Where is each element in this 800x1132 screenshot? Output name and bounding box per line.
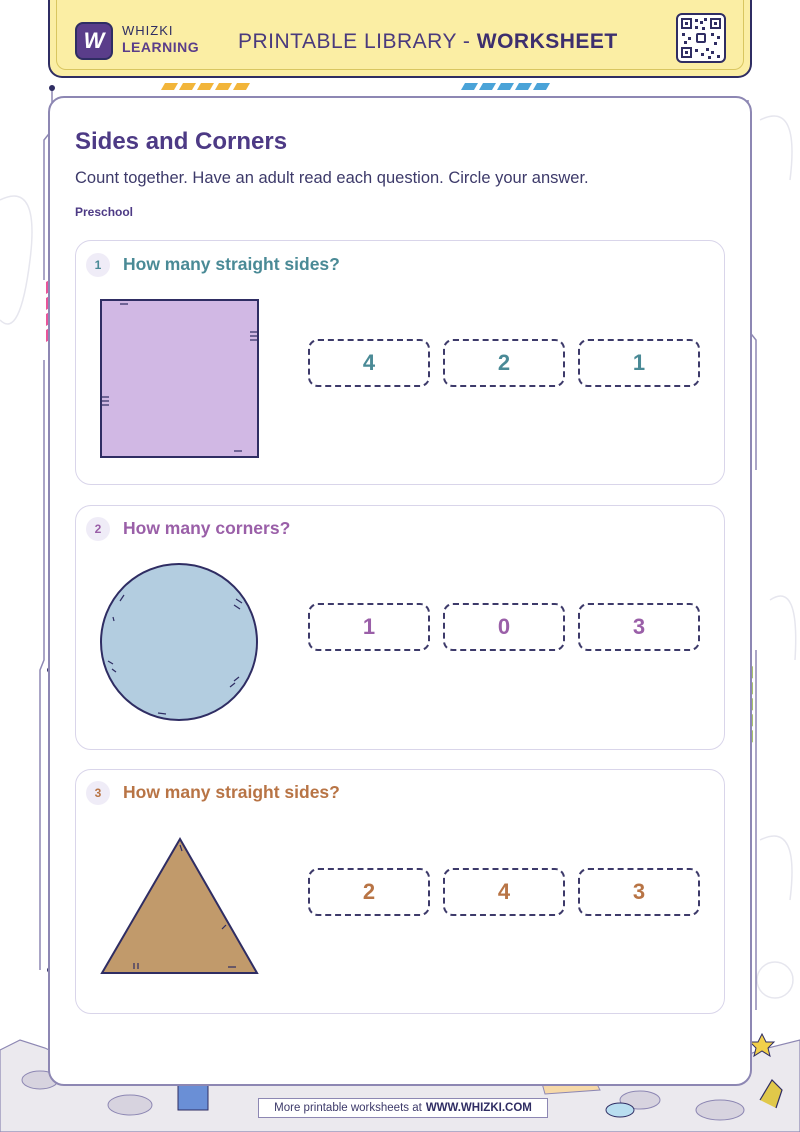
worksheet-instructions: Count together. Have an adult read each question. Circle your answer. <box>75 169 589 187</box>
answer-option-3a[interactable]: 2 <box>308 868 430 916</box>
footer-text: More printable worksheets at <box>274 1102 422 1114</box>
header-title <box>238 30 618 54</box>
worksheet-title: Sides and Corners <box>75 128 288 155</box>
grade-level-label: Preschool <box>75 205 134 219</box>
whizki-logo-icon <box>75 22 113 60</box>
circle-shape <box>98 561 262 725</box>
answer-option-2a[interactable]: 1 <box>308 603 430 651</box>
question-number-1: 1 <box>86 253 110 277</box>
qr-code-icon <box>676 13 726 63</box>
brand-name <box>122 24 199 55</box>
header-kind-label: WORKSHEET <box>476 30 618 53</box>
answer-option-2b[interactable]: 0 <box>443 603 565 651</box>
answer-option-1a[interactable]: 4 <box>308 339 430 387</box>
answer-option-3c[interactable]: 3 <box>578 868 700 916</box>
question-number-2: 2 <box>86 517 110 541</box>
logo-letter: W <box>83 28 105 53</box>
question-text-1: How many straight sides? <box>123 254 340 274</box>
answer-option-3b[interactable]: 4 <box>443 868 565 916</box>
question-text-2: How many corners? <box>123 518 291 538</box>
answer-option-1c[interactable]: 1 <box>578 339 700 387</box>
question-number-3: 3 <box>86 781 110 805</box>
triangle-shape <box>98 835 262 977</box>
square-shape <box>98 297 262 461</box>
brand-line1: WHIZKI <box>122 23 174 38</box>
brand-line2: LEARNING <box>122 38 200 55</box>
header-library-label: PRINTABLE LIBRARY - <box>238 30 477 53</box>
answer-option-1b[interactable]: 2 <box>443 339 565 387</box>
question-text-3: How many straight sides? <box>123 782 340 802</box>
footer-site: WWW.WHIZKI.COM <box>425 1102 532 1114</box>
footer-website-link[interactable] <box>258 1098 548 1118</box>
answer-option-2c[interactable]: 3 <box>578 603 700 651</box>
